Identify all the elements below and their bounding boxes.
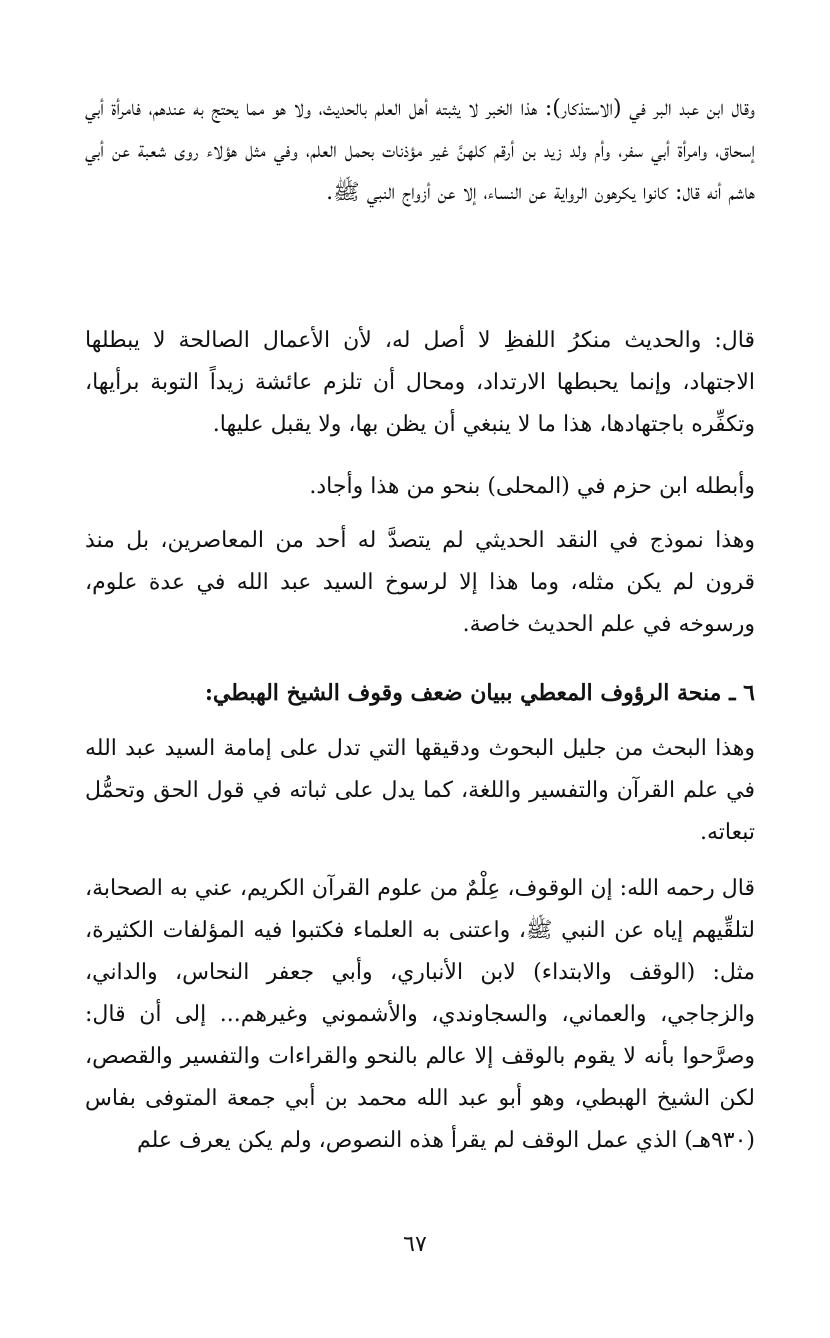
paragraph-research-intro: وهذا البحث من جليل البحوث ودقيقها التي تدل على إمامة السيد عبد الله في علم القرآن والتفسير واللغة، كما يدل على ثباته في قول الحق وتحمُّل تبعاته. [85, 736, 755, 845]
paragraph-ibn-abd-al-barr: وقال ابن عبد البر في (الاستذكار): هذا الخبر لا يثبته أهل العلم بالحديث، ولا هو مما يحتج به عندهم، فامرأة أبي إسحاق، وامرأة أبي سفر، وأم ولد زيد بن أرقم كلهنَّ غير مؤذنات بحمل العلم، وفي مثل هؤلاء روى شعبة عن أبي هاشم أنه قال: كانوا يكرهون الرواية عن النساء، إلا عن أزواج النبي ﷺ. [85, 96, 755, 205]
paragraph-critique-model: وهذا نموذج في النقد الحديثي لم يتصدَّ له أحد من المعاصرين، بل منذ قرون لم يكن مثله، وما هذا إلا لرسوخ السيد عبد الله في عدة علوم، ورسوخه في علم الحديث خاصة. [85, 528, 755, 637]
section-heading: ٦ ـ منحة الرؤوف المعطي ببيان ضعف وقوف الشيخ الهبطي: [204, 680, 755, 706]
paragraph-wuquf: قال رحمه الله: إن الوقوف، عِلْمٌ من علوم القرآن الكريم، عني به الصحابة، لتلقِّيهم إياه عن النبي ﷺ، واعتنى به العلماء فكتبوا فيه المؤلفات الكثيرة، مثل: (الوقف والابتداء) لابن الأنباري، وأبي جعفر النحاس، والداني، والزجاجي، والعماني، والسجاوندي، والأشموني وغيرهم... إلى أن قال: وصرَّحوا بأنه لا يقوم بالوقف إلا عالم بالنحو والقراءات والتفسير والقصص، لكن الشيخ الهبطي، وهو أبو عبد الله محمد بن أبي جمعة المتوفى بفاس (٩٣٠هـ) الذي عمل الوقف لم يقرأ هذه النصوص، ولم يكن يعرف علم [85, 876, 755, 1153]
page-number: ٦٧ [403, 1232, 427, 1257]
paragraph-ibn-hazm: وأبطله ابن حزم في (المحلى) بنحو من هذا وأجاد. [309, 474, 755, 499]
paragraph-hadith-munkar: قال: والحديث منكرُ اللفظِ لا أصل له، لأن الأعمال الصالحة لا يبطلها الاجتهاد، وإنما يحبطها الارتداد، ومحال أن تلزم عائشة زيداً التوبة برأيها، وتكفِّره باجتهادها، هذا ما لا ينبغي أن يظن بها، ولا يقبل عليها. [85, 328, 755, 437]
